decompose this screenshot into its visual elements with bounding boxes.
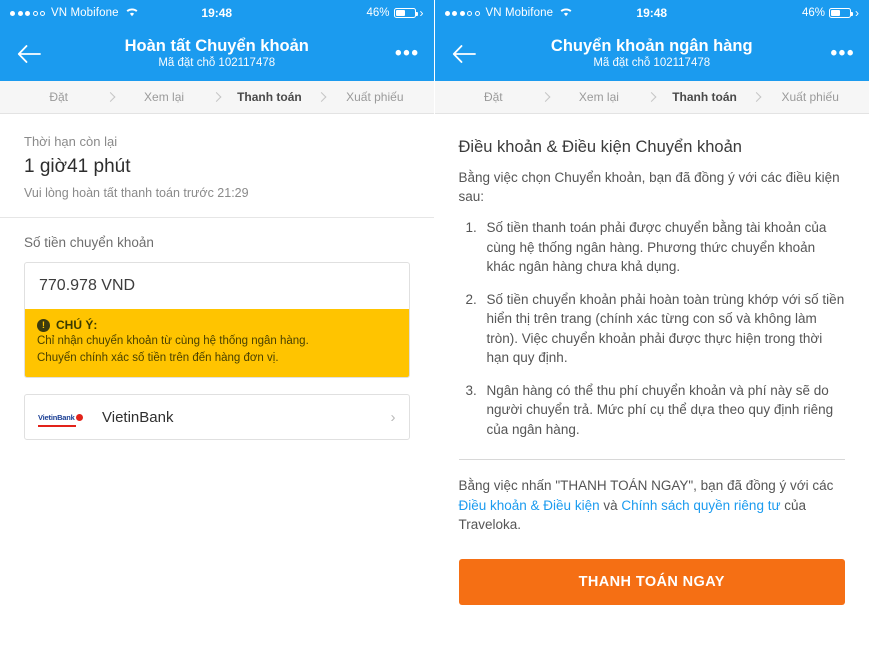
agreement-suffix: của Traveloka.	[458, 497, 807, 532]
signal-dots-icon	[445, 11, 480, 16]
step-dat[interactable]: Đặt	[483, 90, 503, 104]
page-title: Hoàn tất Chuyển khoản	[124, 36, 309, 55]
warning-line-2: Chuyển chính xác số tiền trên đến hàng đơn vị.	[37, 352, 279, 364]
amount-label: Số tiền chuyển khoản	[24, 235, 154, 250]
status-bar-right	[435, 0, 869, 26]
warning-title: CHÚ Ý:	[56, 318, 98, 332]
carrier-label: VN Mobifone	[51, 7, 119, 19]
terms-list	[459, 218, 846, 439]
step-thanh-toan[interactable]: Thanh toán	[217, 90, 322, 104]
step-indicator-left	[0, 81, 434, 114]
terms-item: 1. Số tiền thanh toán phải được chuyển bằng tài khoản của cùng hệ thống ngân hàng. Phương thức chuyển khoản khác ngân hàng chưa khả dụng.	[481, 218, 846, 277]
more-dots-icon[interactable]: •••	[395, 42, 420, 64]
chevron-right-icon: ›	[390, 408, 396, 426]
nav-bar-left	[0, 26, 434, 81]
carrier-label: VN Mobifone	[485, 7, 554, 19]
right-content	[435, 136, 869, 605]
step-xem-lai[interactable]: Xem lại	[111, 90, 216, 104]
clock-label: 19:48	[636, 6, 668, 20]
clock-label: 19:48	[201, 6, 233, 20]
step-xem-lai[interactable]: Xem lại	[546, 90, 652, 104]
terms-item: 3. Ngân hàng có thể thu phí chuyển khoản và phí này sẽ do người chuyển trả. Mức phí cụ thể dựa theo quy định riêng của ngân hàng.	[481, 381, 846, 440]
amount-value: 770.978 VND	[39, 277, 136, 294]
terms-link[interactable]: Điều khoản & Điều kiện	[458, 497, 600, 513]
warning-header	[37, 318, 397, 332]
terms-item: 2. Số tiền chuyển khoản phải hoàn toàn trùng khớp với số tiền hiển thị trên trang (chính xác từng con số và không làm tròn). Việc chuyển khoản phải được thực hiện trong thời hạn quy định.	[481, 290, 846, 368]
agreement-mid: và	[599, 497, 622, 513]
booking-code-label: Mã đặt chỗ 102117478	[593, 56, 711, 69]
battery-icon	[829, 8, 851, 18]
back-arrow-icon[interactable]	[449, 39, 479, 69]
terms-intro: Bằng việc chọn Chuyển khoản, bạn đã đồng ý với các điều kiện sau:	[458, 170, 840, 204]
battery-percent-label: 46%	[366, 7, 390, 19]
signal-dots-icon	[10, 11, 45, 16]
exclamation-icon: !	[37, 319, 50, 332]
step-thanh-toan[interactable]: Thanh toán	[652, 90, 758, 104]
booking-code-label: Mã đặt chỗ 102117478	[158, 56, 276, 69]
section-divider	[0, 217, 434, 218]
bank-selector-row[interactable]	[24, 394, 410, 440]
step-xuat-phieu[interactable]: Xuất phiếu	[757, 90, 863, 104]
deadline-label: Thời hạn còn lại	[24, 134, 118, 149]
page-title: Chuyển khoản ngân hàng	[550, 36, 753, 55]
pay-now-button[interactable]: THANH TOÁN NGAY	[459, 559, 846, 605]
deadline-value: 1 giờ41 phút	[24, 156, 131, 177]
back-arrow-icon[interactable]	[14, 39, 44, 69]
agreement-prefix: Bằng việc nhấn "THANH TOÁN NGAY", bạn đã đồng ý với các	[458, 478, 834, 493]
status-right-group	[366, 6, 423, 20]
battery-icon	[394, 8, 416, 18]
nav-title-group	[487, 37, 818, 71]
right-phone-screen	[435, 0, 869, 651]
status-bar-left	[0, 0, 434, 26]
warning-line-1: Chỉ nhận chuyển khoản từ cùng hệ thống ngân hàng.	[37, 335, 309, 347]
amount-card	[24, 262, 410, 378]
deadline-note: Vui lòng hoàn tất thanh toán trước 21:29	[24, 186, 249, 200]
left-content	[0, 134, 434, 440]
terms-title: Điều khoản & Điều kiện Chuyển khoản	[458, 138, 742, 156]
step-indicator-right	[435, 81, 869, 114]
nav-bar-right	[435, 26, 869, 81]
location-arrow-icon: ›	[419, 6, 424, 20]
warning-box	[25, 309, 409, 377]
horizontal-rule	[459, 459, 846, 460]
privacy-link[interactable]: Chính sách quyền riêng tư	[621, 497, 781, 513]
wifi-icon	[125, 6, 139, 20]
vietinbank-logo	[38, 409, 86, 425]
bank-logo-text: VietinBank	[38, 412, 75, 422]
location-arrow-icon: ›	[855, 6, 859, 20]
step-xuat-phieu[interactable]: Xuất phiếu	[322, 90, 427, 104]
wifi-icon	[559, 6, 573, 20]
bank-name-label: VietinBank	[102, 408, 174, 426]
nav-title-group	[52, 37, 382, 71]
step-dat[interactable]: Đặt	[49, 90, 69, 104]
more-dots-icon[interactable]: •••	[830, 42, 855, 64]
status-right-group	[802, 6, 859, 20]
agreement-text	[459, 476, 846, 535]
battery-percent-label: 46%	[801, 7, 825, 19]
